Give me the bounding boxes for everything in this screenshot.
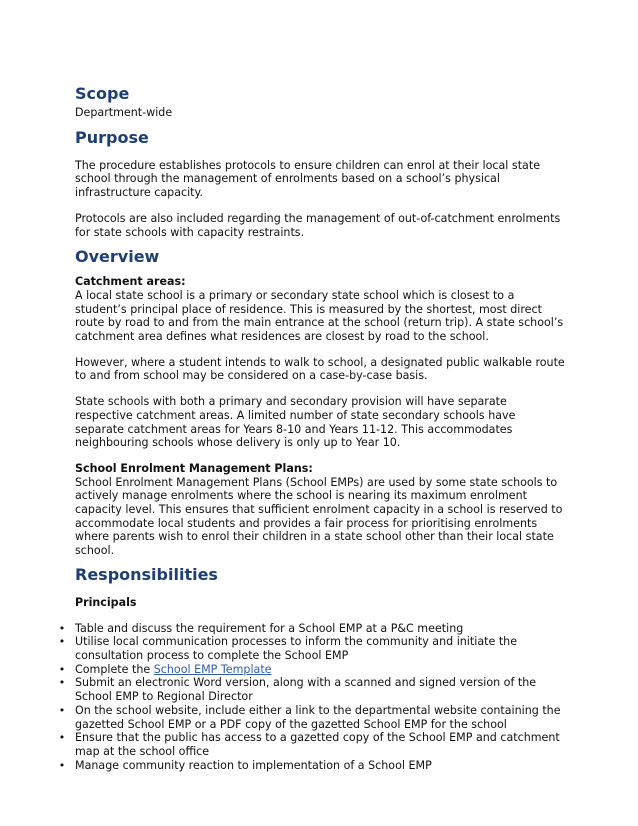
responsibility-text-3: Complete the xyxy=(75,662,154,676)
purpose-heading: Purpose xyxy=(75,127,149,147)
catchment-paragraph-1: A local state school is a primary or secondary state school which is closest to a student’s principal place of residence. This is measured by the shortest, most direct route by road to and from the main entrance at the school (return trip). A state school’s catchment area defines what residences are closest by road to the school. xyxy=(75,288,564,344)
responsibility-text-1: Table and discuss the requirement for a School EMP at a P&C meeting xyxy=(75,621,464,635)
scope-heading: Scope xyxy=(75,84,130,103)
catchment-paragraph-3: State schools with both a primary and secondary provision will have separate respective catchment areas. A limited number of state secondary schools have separate catchment areas for Years 8-10 and Years 11-12. This accommodates neighbouring schools whose delivery is only up to Year 10. xyxy=(75,395,516,450)
principals-responsibility-list xyxy=(58,621,565,773)
overview-heading: Overview xyxy=(75,247,160,267)
bullet-icon: • xyxy=(58,731,66,745)
document-content xyxy=(58,84,565,772)
bullet-icon: • xyxy=(58,703,66,717)
bullet-icon: • xyxy=(58,662,66,676)
responsibility-text-5: On the school website, include either a link to the departmental website containing the gazetted School EMP or a PDF copy of the gazetted School EMP for the school xyxy=(75,703,561,731)
principals-label: Principals xyxy=(75,595,137,609)
scope-text: Department-wide xyxy=(75,106,173,119)
school-emp-paragraph: School Enrolment Management Plans (School EMPs) are used by some state schools to actively manage enrolments where the school is nearing its maximum enrolment capacity level. This ensures that sufficient enrolment capacity in a school is reserved to accommodate local students and provides a fair process for prioritising enrolments where parents wish to enrol their children in a state school other than their local state school. xyxy=(75,475,563,558)
responsibility-item-7 xyxy=(58,758,565,773)
responsibility-text-6: Ensure that the public has access to a gazetted copy of the School EMP and catchment map at the school office xyxy=(75,731,560,758)
responsibility-item-5 xyxy=(58,703,565,731)
catchment-areas-label: Catchment areas: xyxy=(75,275,186,289)
purpose-paragraph-2: Protocols are also included regarding the management of out-of-catchment enrolments for state schools with capacity restraints. xyxy=(75,211,561,239)
responsibility-item-3 xyxy=(58,662,565,677)
school-emp-label: School Enrolment Management Plans: xyxy=(75,461,313,475)
bullet-icon: • xyxy=(58,635,66,649)
catchment-paragraph-2: However, where a student intends to walk to school, a designated public walkable route to and from school may be considered on a case-by-case basis. xyxy=(75,355,565,383)
bullet-icon: • xyxy=(58,676,66,690)
responsibility-item-6 xyxy=(58,731,565,758)
responsibilities-heading: Responsibilities xyxy=(75,564,218,584)
school-emp-template-link[interactable]: School EMP Template xyxy=(153,662,272,676)
bullet-icon: • xyxy=(58,621,66,635)
responsibility-text-7: Manage community reaction to implementation of a School EMP xyxy=(75,758,432,772)
bullet-icon: • xyxy=(58,758,66,772)
responsibility-text-4: Submit an electronic Word version, along with a scanned and signed version of the School EMP to Regional Director xyxy=(75,676,537,704)
responsibility-item-2 xyxy=(58,635,565,662)
purpose-paragraph-1: The procedure establishes protocols to ensure children can enrol at their local state school through the management of enrolments based on a school’s physical infrastructure capacity. xyxy=(75,158,541,200)
responsibility-item-1 xyxy=(58,621,565,636)
responsibility-item-4 xyxy=(58,676,565,704)
responsibility-text-2: Utilise local communication processes to inform the community and initiate the consultation process to complete the School EMP xyxy=(75,635,518,662)
